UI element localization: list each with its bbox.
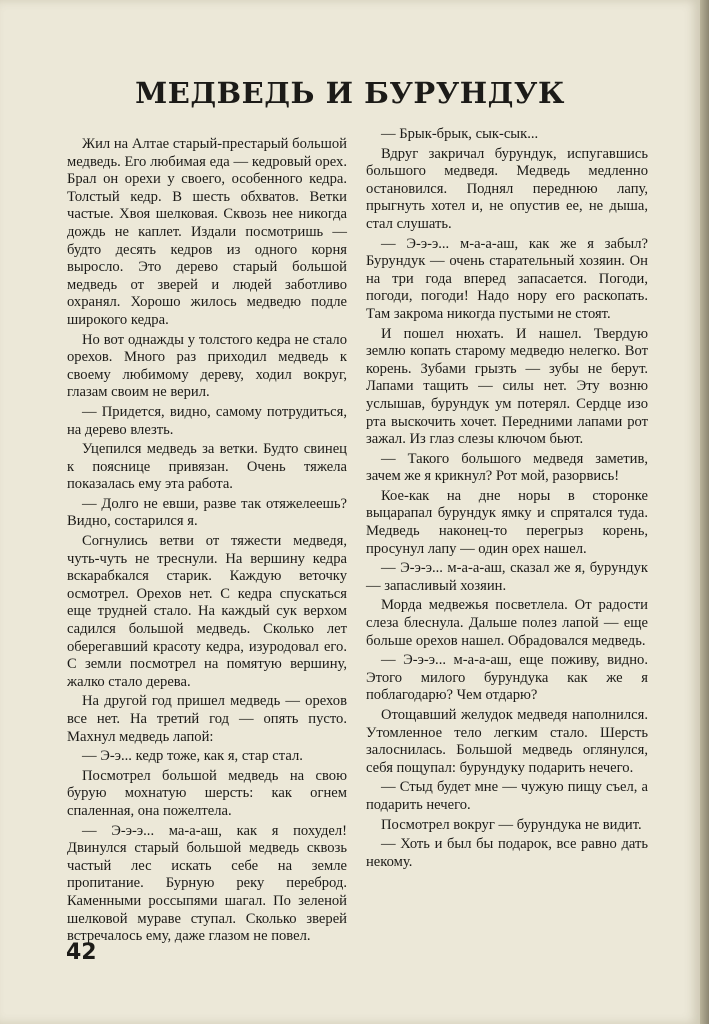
paragraph: Морда медвежья посветлела. От радости слеза блеснула. Дальше полез лапой — еще больше орехов нашел. Обрадовался медведь. <box>366 597 648 649</box>
paragraph: — Э-э-э... м-а-а-аш, еще поживу, видно. Этого милого бурундука как же я поблагодарю? Чем отдарю? <box>366 652 648 704</box>
paragraph: — Э-э-э... м-а-а-аш, как же я забыл? Бурундук — очень старательный хозяин. Он на три года вперед запасается. Погоди, погоди, погоди! Надо нору его раскопать. Там закрома никогда пустыми не стоят. <box>366 235 648 322</box>
paragraph: На другой год пришел медведь — орехов все нет. На третий год — опять пусто. Махнул медведь лапой: <box>67 693 347 745</box>
paragraph: — Придется, видно, самому потрудиться, на дерево влезть. <box>67 403 347 438</box>
paragraph: Отощавший желудок медведя наполнился. Утомленное тело легким стало. Шерсть залоснилась. Большой медведь оглянулся, себя пощупал: бурундуку подарить нечего. <box>366 707 648 776</box>
right-column <box>366 126 648 873</box>
paragraph: — Э-э-э... ма-а-аш, как я похудел! Двинулся старый большой медведь сквозь частый лес искать себе на земле пропитание. Бурную реку переброд. Каменными россыпями шагал. По зеленой шелковой мураве ступал. Сколько зверей встречалось ему, даже глазом не повел. <box>67 822 347 945</box>
paragraph: — Э-э... кедр тоже, как я, стар стал. <box>82 748 303 765</box>
paragraph: Посмотрел вокруг — бурундука не видит. <box>381 816 642 833</box>
paragraph: — Стыд будет мне — чужую пищу съел, а подарить нечего. <box>366 779 648 813</box>
page-edge <box>700 0 709 1024</box>
paragraph: — Такого большого медведя заметив, зачем же я крикнул? Рот мой, разорвись! <box>366 450 648 485</box>
paragraph: Посмотрел большой медведь на свою бурую мохнатую шерсть: как огнем спаленная, она пожелтела. <box>67 767 347 819</box>
paragraph: Но вот однажды у толстого кедра не стало орехов. Много раз приходил медведь к своему любимому дереву, ходил вокруг, глазам своим не верил. <box>67 331 347 401</box>
page-number: 42 <box>66 940 97 965</box>
paragraph: — Э-э-э... м-а-а-аш, сказал же я, бурундук — запасливый хозяин. <box>366 560 648 594</box>
paragraph: И пошел нюхать. И нашел. Твердую землю копать старому медведю нелегко. Вот корень. Зубами грызть — зубы не берут. Лапами тащить — силы нет. Эту возню услышав, бурундук ум потерял. Сердце изо рта выскочить хочет. Передними лапами рот зажал. Из глаз слезы ключом бьют. <box>366 325 648 448</box>
paragraph: — Долго не евши, разве так отяжелеешь? Видно, состарился я. <box>67 495 347 530</box>
story-title: МЕДВЕДЬ И БУРУНДУК <box>135 76 565 110</box>
paragraph: — Хоть и был бы подарок, все равно дать некому. <box>366 836 648 870</box>
paragraph: Вдруг закричал бурундук, испугавшись большого медведя. Медведь медленно остановился. Поднял переднюю лапу, прыгнуть хотел и, не опустив ее, не дыша, стал слушать. <box>366 145 648 232</box>
left-column <box>67 136 347 948</box>
paragraph: Уцепился медведь за ветки. Будто свинец к пояснице привязан. Очень тяжела показалась ему эта работа. <box>67 441 347 493</box>
paragraph: Согнулись ветви от тяжести медведя, чуть-чуть не треснули. На вершину кедра вскарабкался старик. Каждую веточку осмотрел. Орехов нет. С кедра спускаться еще трудней стало. На каждый сук верхом садился большой медведь. Сколько лет оберегавший красоту кедра, изуродовал его. С земли посмотрел на помятую вершину, жалко стало дерева. <box>67 533 347 690</box>
paragraph: — Брык-брык, сык-сык... <box>381 126 539 142</box>
paragraph: Жил на Алтае старый-престарый большой медведь. Его любимая еда — кедровый орех. Брал он орехи у своего, особенного кедра. Толстый кедр. В шесть обхватов. Ветки частые. Хвоя шелковая. Сквозь нее никогда дождь не каплет. Издали посмотришь — будто десять кедров из одного корня выросло. Это дерево старый большой медведь от зверей и людей заботливо охранял. Хорошо жилось медведю подле широкого кедра. <box>67 136 347 328</box>
paragraph: Кое-как на дне норы в сторонке выцарапал бурундук ямку и спрятался туда. Медведь наконец-то перегрыз корень, просунул лапу — один орех нашел. <box>366 487 648 557</box>
